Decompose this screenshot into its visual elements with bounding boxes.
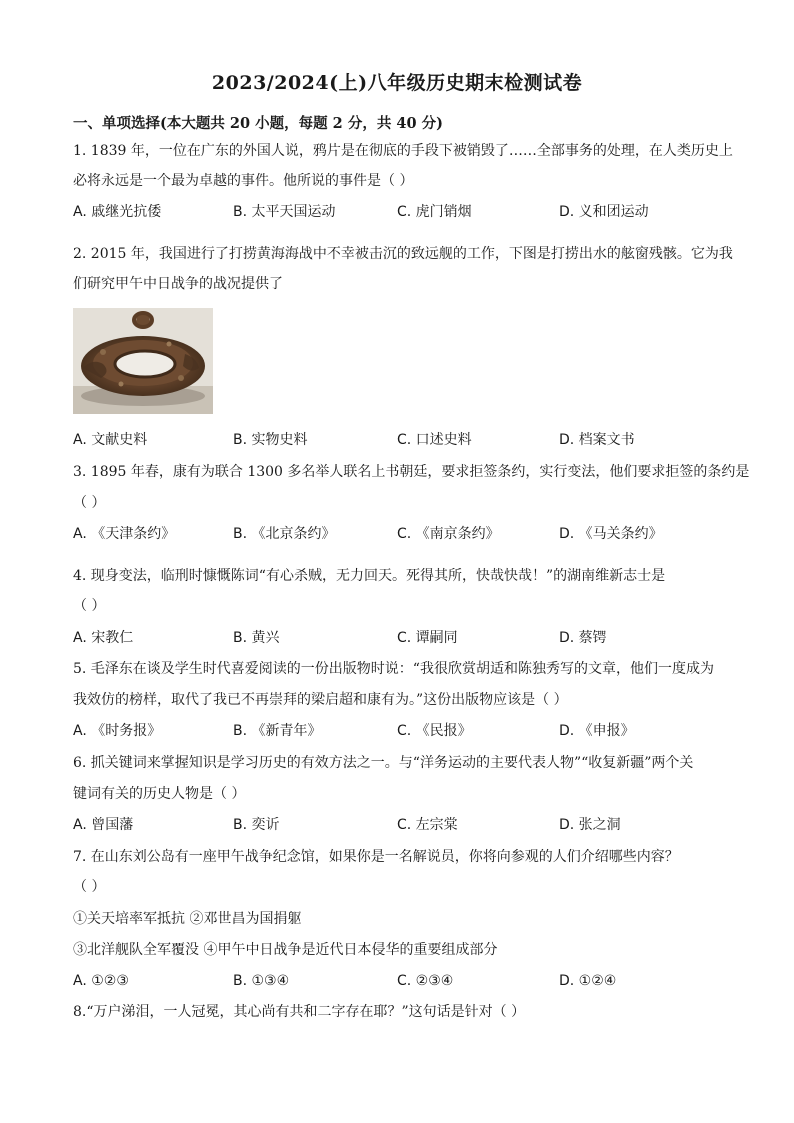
option-d[interactable]: D. ①②④ bbox=[559, 973, 617, 989]
option-b[interactable]: B. 实物史料 bbox=[233, 432, 308, 448]
option-b[interactable]: B. 奕䜣 bbox=[233, 817, 280, 833]
question-6-line-2: 键词有关的历史人物是（ ） bbox=[73, 786, 246, 802]
option-c[interactable]: C. 左宗棠 bbox=[397, 817, 458, 833]
question-4-line-1: 4. 现身变法，临刑时慷慨陈词“有心杀贼，无力回天。死得其所，快哉快哉！”的湖南维新志士是 bbox=[73, 568, 666, 584]
option-d[interactable]: D. 义和团运动 bbox=[559, 204, 649, 220]
question-4-options bbox=[73, 629, 733, 647]
option-a[interactable]: A. 《时务报》 bbox=[73, 723, 162, 739]
question-3-options bbox=[73, 525, 733, 543]
option-b[interactable]: B. 《新青年》 bbox=[233, 723, 322, 739]
option-c[interactable]: C. 《南京条约》 bbox=[397, 526, 500, 542]
question-1-line-2: 必将永远是一个最为卓越的事件。他所说的事件是（ ） bbox=[73, 173, 414, 189]
question-7-line-2: （ ） bbox=[73, 879, 106, 895]
question-3-line-1: 3. 1895 年春，康有为联合 1300 多名举人联名上书朝廷，要求拒签条约，实行变法，他们要求拒签的条约是 bbox=[73, 464, 750, 480]
exam-title: 2023/2024(上)八年级历史期末检测试卷 bbox=[211, 72, 583, 94]
option-d[interactable]: D. 《申报》 bbox=[559, 723, 635, 739]
option-c[interactable]: C. 口述史料 bbox=[397, 432, 472, 448]
option-c[interactable]: C. 虎门销烟 bbox=[397, 204, 472, 220]
porthole-relic-photo bbox=[73, 308, 213, 414]
option-d[interactable]: D. 蔡锷 bbox=[559, 630, 607, 646]
option-a[interactable]: A. 《天津条约》 bbox=[73, 526, 176, 542]
question-6-options bbox=[73, 816, 733, 834]
question-8-line-1: 8.“万户涕泪，一人冠冕，其心尚有共和二字存在耶？”这句话是针对（ ） bbox=[73, 1004, 526, 1020]
option-b[interactable]: B. 太平天国运动 bbox=[233, 204, 336, 220]
question-7-line-1: 7. 在山东刘公岛有一座甲午战争纪念馆，如果你是一名解说员，你将向参观的人们介绍哪些内容？ bbox=[73, 849, 679, 865]
option-a[interactable]: A. 文献史料 bbox=[73, 432, 148, 448]
question-1-line-1: 1. 1839 年，一位在广东的外国人说，鸦片是在彻底的手段下被销毁了……全部事务的处理，在人类历史上 bbox=[73, 143, 733, 159]
question-2-line-2: 们研究甲午中日战争的战况提供了 bbox=[73, 276, 283, 292]
question-4-line-2: （ ） bbox=[73, 598, 106, 614]
question-7-options bbox=[73, 972, 733, 990]
section-header: 一、单项选择(本大题共 20 小题，每题 2 分，共 40 分) bbox=[73, 115, 443, 132]
question-5-line-1: 5. 毛泽东在谈及学生时代喜爱阅读的一份出版物时说：“我很欣赏胡适和陈独秀写的文章，他们一度成为 bbox=[73, 661, 714, 677]
question-5-line-2: 我效仿的榜样，取代了我已不再崇拜的梁启超和康有为。”这份出版物应该是（ ） bbox=[73, 692, 568, 708]
option-c[interactable]: C. ②③④ bbox=[397, 973, 454, 989]
question-5-options bbox=[73, 722, 733, 740]
option-c[interactable]: C. 《民报》 bbox=[397, 723, 472, 739]
question-7-statement-1-2: ①关天培率军抵抗 ②邓世昌为国捐躯 bbox=[73, 911, 302, 927]
option-c[interactable]: C. 谭嗣同 bbox=[397, 630, 458, 646]
question-3-line-2: （ ） bbox=[73, 495, 106, 511]
option-b[interactable]: B. 黄兴 bbox=[233, 630, 280, 646]
option-a[interactable]: A. 宋教仁 bbox=[73, 630, 134, 646]
option-a[interactable]: A. 戚继光抗倭 bbox=[73, 204, 162, 220]
option-b[interactable]: B. ①③④ bbox=[233, 973, 290, 989]
question-6-line-1: 6. 抓关键词来掌握知识是学习历史的有效方法之一。与“洋务运动的主要代表人物”“收复新疆”两个关 bbox=[73, 755, 694, 771]
question-7-statement-3-4: ③北洋舰队全军覆没 ④甲午中日战争是近代日本侵华的重要组成部分 bbox=[73, 942, 498, 958]
option-d[interactable]: D. 档案文书 bbox=[559, 432, 635, 448]
question-1-options bbox=[73, 203, 733, 221]
option-d[interactable]: D. 张之洞 bbox=[559, 817, 621, 833]
option-b[interactable]: B. 《北京条约》 bbox=[233, 526, 336, 542]
porthole-relic-image bbox=[73, 308, 213, 414]
question-2-line-1: 2. 2015 年，我国进行了打捞黄海海战中不幸被击沉的致远舰的工作，下图是打捞出水的舷窗残骸。它为我 bbox=[73, 246, 733, 262]
option-a[interactable]: A. 曾国藩 bbox=[73, 817, 134, 833]
option-a[interactable]: A. ①②③ bbox=[73, 973, 129, 989]
option-d[interactable]: D. 《马关条约》 bbox=[559, 526, 663, 542]
question-2-options bbox=[73, 431, 733, 449]
